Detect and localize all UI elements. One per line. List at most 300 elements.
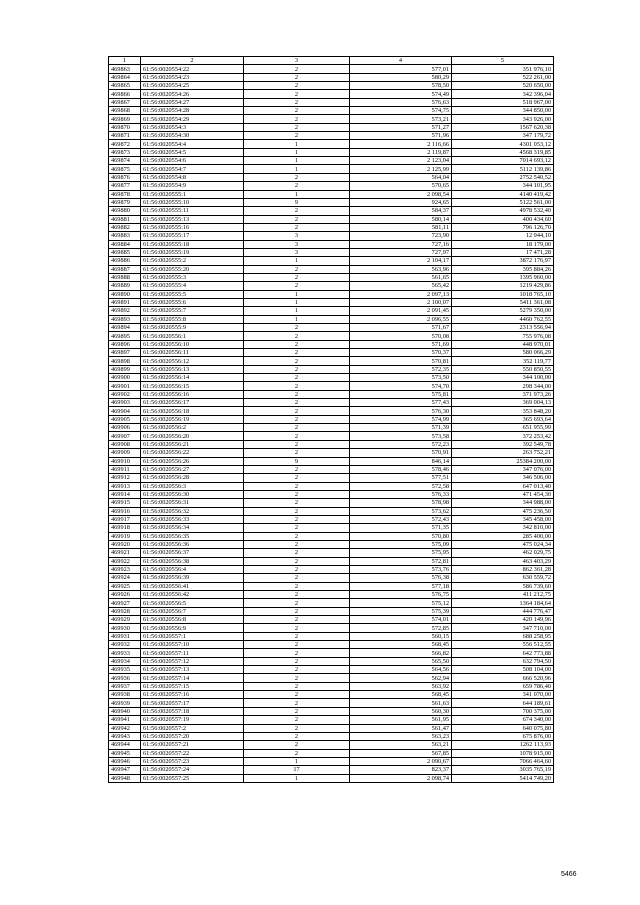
group-cell: 2 — [244, 641, 350, 649]
value-cell: 556 512,55 — [452, 641, 554, 649]
cadastral-number-cell: 61:56:0020556:7 — [141, 607, 244, 615]
row-number-cell: 469924 — [109, 574, 141, 582]
value-cell: 4301 053,12 — [452, 140, 554, 148]
cadastral-number-cell: 61:56:0020554:23 — [141, 73, 244, 81]
value-cell: 1078 915,00 — [452, 749, 554, 757]
row-number-cell: 469880 — [109, 207, 141, 215]
value-cell: 675 876,00 — [452, 732, 554, 740]
table-row — [109, 265, 554, 273]
area-cell: 570,08 — [350, 332, 452, 340]
table-row — [109, 349, 554, 357]
cadastral-number-cell: 61:56:0020557:14 — [141, 674, 244, 682]
area-cell: 572,23 — [350, 440, 452, 448]
table-header — [109, 57, 554, 65]
table-row — [109, 123, 554, 131]
row-number-cell: 469864 — [109, 73, 141, 81]
area-cell: 2 097,13 — [350, 290, 452, 298]
cadastral-number-cell: 61:56:0020557:20 — [141, 732, 244, 740]
value-cell: 5411 361,08 — [452, 298, 554, 306]
data-table — [108, 56, 554, 783]
cadastral-number-cell: 61:56:0020555:10 — [141, 198, 244, 206]
area-cell: 576,30 — [350, 407, 452, 415]
value-cell: 522 261,00 — [452, 73, 554, 81]
area-cell: 563,21 — [350, 741, 452, 749]
row-number-cell: 469938 — [109, 691, 141, 699]
column-header-4: 4 — [350, 57, 452, 65]
area-cell: 560,15 — [350, 632, 452, 640]
cadastral-number-cell: 61:56:0020556:4 — [141, 565, 244, 573]
group-cell: 2 — [244, 507, 350, 515]
table-row — [109, 616, 554, 624]
group-cell: 2 — [244, 574, 350, 582]
value-cell: 651 955,99 — [452, 424, 554, 432]
cadastral-number-cell: 61:56:0020557:2 — [141, 724, 244, 732]
row-number-cell: 469929 — [109, 616, 141, 624]
cadastral-number-cell: 61:56:0020554:6 — [141, 157, 244, 165]
group-cell: 2 — [244, 716, 350, 724]
table-row — [109, 666, 554, 674]
value-cell: 344 988,00 — [452, 499, 554, 507]
group-cell: 2 — [244, 273, 350, 281]
group-cell: 2 — [244, 349, 350, 357]
area-cell: 575,81 — [350, 390, 452, 398]
table-row — [109, 549, 554, 557]
area-cell: 723,90 — [350, 232, 452, 240]
area-cell: 566,82 — [350, 649, 452, 657]
row-number-cell: 469928 — [109, 607, 141, 615]
area-cell: 924,65 — [350, 198, 452, 206]
group-cell: 2 — [244, 674, 350, 682]
area-cell: 570,80 — [350, 532, 452, 540]
row-number-cell: 469925 — [109, 582, 141, 590]
cadastral-number-cell: 61:56:0020556:27 — [141, 465, 244, 473]
group-cell: 2 — [244, 265, 350, 273]
group-cell: 2 — [244, 65, 350, 73]
value-cell: 392 549,78 — [452, 440, 554, 448]
table-row — [109, 190, 554, 198]
table-row — [109, 298, 554, 306]
value-cell: 1395 960,00 — [452, 273, 554, 281]
area-cell: 846,14 — [350, 457, 452, 465]
area-cell: 564,04 — [350, 173, 452, 181]
area-cell: 572,58 — [350, 482, 452, 490]
value-cell: 4568 319,85 — [452, 148, 554, 156]
row-number-cell: 469869 — [109, 115, 141, 123]
value-cell: 862 361,28 — [452, 565, 554, 573]
group-cell: 2 — [244, 332, 350, 340]
cadastral-number-cell: 61:56:0020556:2 — [141, 424, 244, 432]
value-cell: 342 810,00 — [452, 524, 554, 532]
row-number-cell: 469919 — [109, 532, 141, 540]
table-row — [109, 707, 554, 715]
table-row — [109, 382, 554, 390]
column-header-3: 3 — [244, 57, 350, 65]
group-cell: 1 — [244, 165, 350, 173]
value-cell: 344 850,00 — [452, 107, 554, 115]
cadastral-number-cell: 61:56:0020554:29 — [141, 115, 244, 123]
area-cell: 571,96 — [350, 132, 452, 140]
row-number-cell: 469882 — [109, 223, 141, 231]
group-cell: 2 — [244, 474, 350, 482]
row-number-cell: 469899 — [109, 365, 141, 373]
cadastral-number-cell: 61:56:0020557:15 — [141, 682, 244, 690]
table-body — [109, 65, 554, 783]
value-cell: 395 884,26 — [452, 265, 554, 273]
table-row — [109, 165, 554, 173]
cadastral-number-cell: 61:56:0020555:20 — [141, 265, 244, 273]
table-row — [109, 432, 554, 440]
cadastral-number-cell: 61:56:0020556:18 — [141, 407, 244, 415]
value-cell: 371 973,26 — [452, 390, 554, 398]
row-number-cell: 469886 — [109, 257, 141, 265]
value-cell: 3872 176,97 — [452, 257, 554, 265]
area-cell: 576,63 — [350, 98, 452, 106]
table-row — [109, 82, 554, 90]
table-row — [109, 232, 554, 240]
table-row — [109, 315, 554, 323]
group-cell: 2 — [244, 524, 350, 532]
row-number-cell: 469883 — [109, 232, 141, 240]
cadastral-number-cell: 61:56:0020555:8 — [141, 315, 244, 323]
row-number-cell: 469935 — [109, 666, 141, 674]
row-number-cell: 469905 — [109, 415, 141, 423]
row-number-cell: 469941 — [109, 716, 141, 724]
group-cell: 2 — [244, 432, 350, 440]
cadastral-number-cell: 61:56:0020556:5 — [141, 599, 244, 607]
row-number-cell: 469944 — [109, 741, 141, 749]
row-number-cell: 469884 — [109, 240, 141, 248]
area-cell: 561,95 — [350, 716, 452, 724]
group-cell: 1 — [244, 148, 350, 156]
table-row — [109, 424, 554, 432]
cadastral-number-cell: 61:56:0020557:11 — [141, 649, 244, 657]
group-cell: 2 — [244, 390, 350, 398]
group-cell: 2 — [244, 440, 350, 448]
value-cell: 659 786,40 — [452, 682, 554, 690]
table-row — [109, 207, 554, 215]
cadastral-number-cell: 61:56:0020555:18 — [141, 240, 244, 248]
area-cell: 578,46 — [350, 465, 452, 473]
area-cell: 575,95 — [350, 549, 452, 557]
area-cell: 568,45 — [350, 641, 452, 649]
group-cell: 2 — [244, 732, 350, 740]
cadastral-number-cell: 61:56:0020556:39 — [141, 574, 244, 582]
group-cell: 2 — [244, 691, 350, 699]
group-cell: 2 — [244, 415, 350, 423]
value-cell: 630 559,72 — [452, 574, 554, 582]
value-cell: 3035 765,19 — [452, 766, 554, 774]
cadastral-number-cell: 61:56:0020556:35 — [141, 532, 244, 540]
group-cell: 1 — [244, 140, 350, 148]
row-number-cell: 469946 — [109, 757, 141, 765]
group-cell: 2 — [244, 365, 350, 373]
table-row — [109, 223, 554, 231]
cadastral-number-cell: 61:56:0020554:8 — [141, 173, 244, 181]
cadastral-number-cell: 61:56:0020556:22 — [141, 449, 244, 457]
row-number-cell: 469918 — [109, 524, 141, 532]
group-cell: 2 — [244, 465, 350, 473]
table-row — [109, 607, 554, 615]
cadastral-number-cell: 61:56:0020556:32 — [141, 507, 244, 515]
cadastral-number-cell: 61:56:0020556:37 — [141, 549, 244, 557]
area-cell: 576,75 — [350, 591, 452, 599]
cadastral-number-cell: 61:56:0020556:19 — [141, 415, 244, 423]
group-cell: 3 — [244, 232, 350, 240]
table-row — [109, 657, 554, 665]
table-row — [109, 132, 554, 140]
area-cell: 563,96 — [350, 265, 452, 273]
table-row — [109, 173, 554, 181]
row-number-cell: 469890 — [109, 290, 141, 298]
value-cell: 2752 540,52 — [452, 173, 554, 181]
row-number-cell: 469893 — [109, 315, 141, 323]
group-cell: 3 — [244, 248, 350, 256]
row-number-cell: 469868 — [109, 107, 141, 115]
table-row — [109, 490, 554, 498]
value-cell: 550 850,55 — [452, 365, 554, 373]
row-number-cell: 469931 — [109, 632, 141, 640]
table-row — [109, 440, 554, 448]
table-row — [109, 182, 554, 190]
group-cell: 2 — [244, 382, 350, 390]
area-cell: 2 096,55 — [350, 315, 452, 323]
value-cell: 2313 556,94 — [452, 324, 554, 332]
area-cell: 2 098,74 — [350, 774, 452, 782]
group-cell: 2 — [244, 549, 350, 557]
cadastral-number-cell: 61:56:0020556:42 — [141, 591, 244, 599]
table-row — [109, 732, 554, 740]
area-cell: 584,37 — [350, 207, 452, 215]
group-cell: 2 — [244, 741, 350, 749]
value-cell: 1567 620,38 — [452, 123, 554, 131]
table-row — [109, 307, 554, 315]
group-cell: 2 — [244, 616, 350, 624]
area-cell: 577,51 — [350, 474, 452, 482]
table-row — [109, 532, 554, 540]
value-cell: 580 066,29 — [452, 349, 554, 357]
row-number-cell: 469872 — [109, 140, 141, 148]
value-cell: 411 212,75 — [452, 591, 554, 599]
value-cell: 475 236,50 — [452, 507, 554, 515]
area-cell: 561,47 — [350, 724, 452, 732]
value-cell: 4140 419,42 — [452, 190, 554, 198]
group-cell: 2 — [244, 599, 350, 607]
area-cell: 2 116,66 — [350, 140, 452, 148]
table-row — [109, 215, 554, 223]
area-cell: 563,23 — [350, 732, 452, 740]
row-number-cell: 469892 — [109, 307, 141, 315]
area-cell: 577,01 — [350, 65, 452, 73]
group-cell: 2 — [244, 540, 350, 548]
row-number-cell: 469877 — [109, 182, 141, 190]
cadastral-number-cell: 61:56:0020557:17 — [141, 699, 244, 707]
group-cell: 2 — [244, 357, 350, 365]
row-number-cell: 469879 — [109, 198, 141, 206]
area-cell: 572,85 — [350, 624, 452, 632]
row-number-cell: 469915 — [109, 499, 141, 507]
row-number-cell: 469939 — [109, 699, 141, 707]
area-cell: 564,56 — [350, 666, 452, 674]
row-number-cell: 469904 — [109, 407, 141, 415]
group-cell: 2 — [244, 424, 350, 432]
area-cell: 2 125,99 — [350, 165, 452, 173]
group-cell: 2 — [244, 624, 350, 632]
row-number-cell: 469916 — [109, 507, 141, 515]
column-header-2: 2 — [141, 57, 244, 65]
table-row — [109, 699, 554, 707]
value-cell: 18 179,00 — [452, 240, 554, 248]
row-number-cell: 469901 — [109, 382, 141, 390]
table-row — [109, 674, 554, 682]
cadastral-number-cell: 61:56:0020555:16 — [141, 223, 244, 231]
row-number-cell: 469874 — [109, 157, 141, 165]
value-cell: 688 258,95 — [452, 632, 554, 640]
table-row — [109, 98, 554, 106]
area-cell: 572,81 — [350, 557, 452, 565]
cadastral-number-cell: 61:56:0020557:1 — [141, 632, 244, 640]
value-cell: 632 794,50 — [452, 657, 554, 665]
value-cell: 12 944,10 — [452, 232, 554, 240]
table-row — [109, 248, 554, 256]
area-cell: 576,38 — [350, 574, 452, 582]
row-number-cell: 469897 — [109, 349, 141, 357]
area-cell: 571,35 — [350, 524, 452, 532]
value-cell: 520 650,00 — [452, 82, 554, 90]
value-cell: 4978 532,40 — [452, 207, 554, 215]
cadastral-number-cell: 61:56:0020554:7 — [141, 165, 244, 173]
cadastral-number-cell: 61:56:0020554:28 — [141, 107, 244, 115]
cadastral-number-cell: 61:56:0020555:7 — [141, 307, 244, 315]
table-row — [109, 774, 554, 782]
cadastral-number-cell: 61:56:0020554:27 — [141, 98, 244, 106]
area-cell: 2 123,04 — [350, 157, 452, 165]
table-row — [109, 716, 554, 724]
cadastral-number-cell: 61:56:0020554:25 — [141, 82, 244, 90]
group-cell: 2 — [244, 582, 350, 590]
table-row — [109, 115, 554, 123]
cadastral-number-cell: 61:56:0020554:4 — [141, 140, 244, 148]
row-number-cell: 469881 — [109, 215, 141, 223]
area-cell: 575,39 — [350, 607, 452, 615]
value-cell: 674 340,00 — [452, 716, 554, 724]
area-cell: 577,43 — [350, 399, 452, 407]
table-row — [109, 691, 554, 699]
area-cell: 573,58 — [350, 432, 452, 440]
value-cell: 5112 139,86 — [452, 165, 554, 173]
table-row — [109, 73, 554, 81]
table-row — [109, 524, 554, 532]
table-row — [109, 599, 554, 607]
group-cell: 1 — [244, 257, 350, 265]
group-cell: 2 — [244, 223, 350, 231]
value-cell: 475 024,34 — [452, 540, 554, 548]
cadastral-number-cell: 61:56:0020556:12 — [141, 357, 244, 365]
cadastral-number-cell: 61:56:0020556:16 — [141, 390, 244, 398]
area-cell: 568,45 — [350, 691, 452, 699]
table-row — [109, 407, 554, 415]
group-cell: 1 — [244, 774, 350, 782]
row-number-cell: 469870 — [109, 123, 141, 131]
area-cell: 570,65 — [350, 182, 452, 190]
row-number-cell: 469914 — [109, 490, 141, 498]
group-cell: 2 — [244, 591, 350, 599]
row-number-cell: 469909 — [109, 449, 141, 457]
value-cell: 400 434,60 — [452, 215, 554, 223]
table-row — [109, 198, 554, 206]
value-cell: 642 773,88 — [452, 649, 554, 657]
row-number-cell: 469878 — [109, 190, 141, 198]
column-header-5: 5 — [452, 57, 554, 65]
value-cell: 344 100,00 — [452, 374, 554, 382]
row-number-cell: 469903 — [109, 399, 141, 407]
value-cell: 796 126,70 — [452, 223, 554, 231]
value-cell: 263 752,21 — [452, 449, 554, 457]
group-cell: 2 — [244, 632, 350, 640]
cadastral-number-cell: 61:56:0020556:21 — [141, 440, 244, 448]
group-cell: 1 — [244, 315, 350, 323]
value-cell: 365 693,64 — [452, 415, 554, 423]
group-cell: 2 — [244, 132, 350, 140]
cadastral-number-cell: 61:56:0020555:6 — [141, 298, 244, 306]
cadastral-number-cell: 61:56:0020555:9 — [141, 324, 244, 332]
group-cell: 2 — [244, 607, 350, 615]
table-row — [109, 332, 554, 340]
row-number-cell: 469888 — [109, 273, 141, 281]
cadastral-number-cell: 61:56:0020556:3 — [141, 482, 244, 490]
value-cell: 471 454,30 — [452, 490, 554, 498]
value-cell: 7066 464,60 — [452, 757, 554, 765]
row-number-cell: 469889 — [109, 282, 141, 290]
cadastral-number-cell: 61:56:0020556:20 — [141, 432, 244, 440]
area-cell: 578,98 — [350, 499, 452, 507]
cadastral-number-cell: 61:56:0020556:14 — [141, 374, 244, 382]
area-cell: 574,99 — [350, 415, 452, 423]
area-cell: 571,39 — [350, 424, 452, 432]
table-row — [109, 582, 554, 590]
value-cell: 298 344,00 — [452, 382, 554, 390]
row-number-cell: 469922 — [109, 557, 141, 565]
value-cell: 5279 350,00 — [452, 307, 554, 315]
table-row — [109, 574, 554, 582]
group-cell: 2 — [244, 666, 350, 674]
group-cell: 2 — [244, 699, 350, 707]
cadastral-number-cell: 61:56:0020556:11 — [141, 349, 244, 357]
group-cell: 2 — [244, 482, 350, 490]
area-cell: 571,67 — [350, 324, 452, 332]
cadastral-number-cell: 61:56:0020556:34 — [141, 524, 244, 532]
group-cell: 3 — [244, 240, 350, 248]
cadastral-number-cell: 61:56:0020555:19 — [141, 248, 244, 256]
row-number-cell: 469940 — [109, 707, 141, 715]
group-cell: 2 — [244, 173, 350, 181]
table-row — [109, 357, 554, 365]
area-cell: 571,69 — [350, 340, 452, 348]
row-number-cell: 469863 — [109, 65, 141, 73]
value-cell: 1364 184,64 — [452, 599, 554, 607]
group-cell: 9 — [244, 457, 350, 465]
row-number-cell: 469921 — [109, 549, 141, 557]
value-cell: 448 970,01 — [452, 340, 554, 348]
value-cell: 1018 765,10 — [452, 290, 554, 298]
value-cell: 347 179,72 — [452, 132, 554, 140]
row-number-cell: 469930 — [109, 624, 141, 632]
row-number-cell: 469891 — [109, 298, 141, 306]
value-cell: 372 253,42 — [452, 432, 554, 440]
cadastral-number-cell: 61:56:0020554:9 — [141, 182, 244, 190]
row-number-cell: 469885 — [109, 248, 141, 256]
group-cell: 9 — [244, 198, 350, 206]
table-row — [109, 273, 554, 281]
